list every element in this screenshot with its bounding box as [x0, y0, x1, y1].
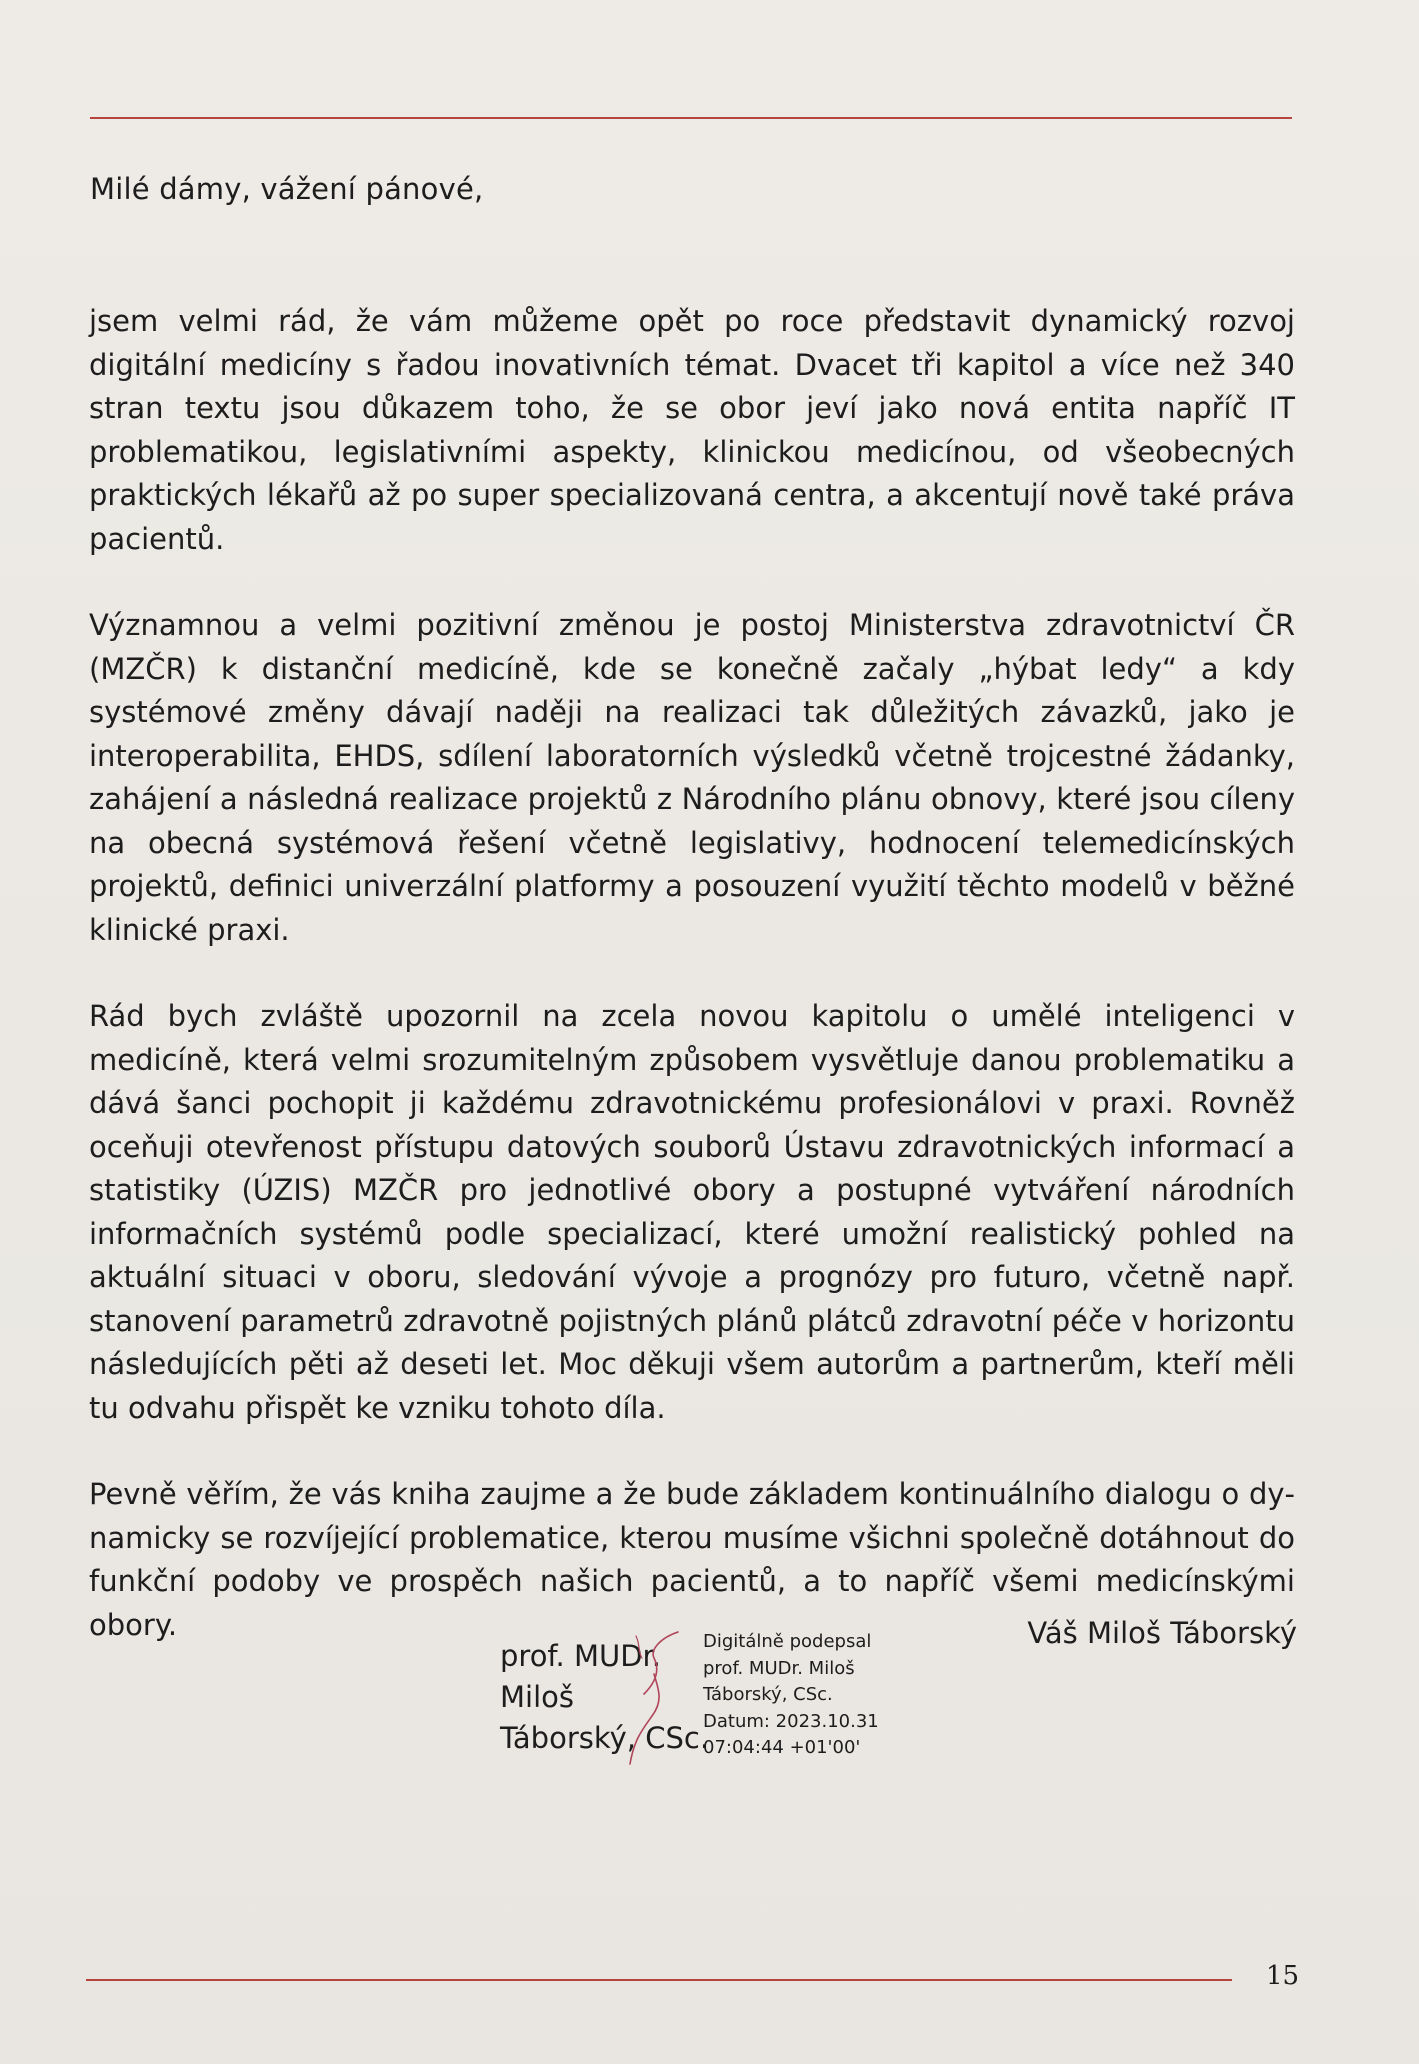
page-number: 15: [1266, 1961, 1300, 1991]
signature-name-line: Miloš: [500, 1680, 574, 1714]
signature-detail-line: 07:04:44 +01'00': [703, 1737, 861, 1758]
signature-name-line: prof. MUDr.: [500, 1639, 662, 1673]
signature-detail-line: prof. MUDr. Miloš: [703, 1657, 855, 1679]
signature-detail-line: Digitálně podepsal: [703, 1631, 872, 1652]
signature-detail-line: Datum: 2023.10.31: [703, 1710, 879, 1732]
salutation: Milé dámy, vážení pánové,: [90, 172, 484, 206]
paragraph-3: Rád bych zvláště upozornil na zcela novou kapitolu o umělé inteligenci v medicíně, která velmi srozumitelným způsobem vysvětluje danou problematiku a dává šanci pochopit ji každému zdravotnickému profesionálovi v praxi. Rovněž oceňuji otevřenost přístupu datových souborů Ústavu zdravotnických informací a statistiky (ÚZIS) MZČR pro jednotlivé obory a postupné vytváření národních informačních systémů podle specializací, které umožní realistický pohled na aktuální situaci v oboru, sledování vývoje a prognózy pro futuro, včetně např. stanovení parametrů zdravotně pojistných plánů plátců zdravotní péče v horizontu následujících pěti až deseti let. Moc děkuji všem autorům a partnerům, kteří měli tu odvahu přispět ke vzniku tohoto díla.: [89, 999, 1295, 1425]
signature-detail-line: Táborský, CSc.: [703, 1684, 833, 1705]
letter-body: [89, 300, 1295, 1690]
top-rule: [90, 117, 1292, 119]
digital-signature-details: [703, 1629, 879, 1762]
signoff: Váš Miloš Táborský: [1027, 1616, 1297, 1650]
signature-mark-icon: [620, 1628, 690, 1768]
bottom-rule: [86, 1979, 1232, 1981]
paragraph-2: Významnou a velmi pozitivní změnou je postoj Ministerstva zdravotnictví ČR (MZČR) k distanční medicíně, kde se konečně začaly „hýbat ledy“ a kdy systémové změny dávají naději na realizaci tak důležitých závazků, jako je interoperabilita, EHDS, sdílení laboratorních výsledků včetně trojcestné žádanky, zahájení a následná realizace projektů z Národního plánu obnovy, které jsou cíleny na obecná systémová řešení včetně legislativy, hodnocení telemedicínských projektů, definici univerzální platformy a posouzení využití těchto modelů v běžné klinické praxi.: [89, 608, 1295, 947]
paragraph-4: Pevně věřím, že vás kniha zaujme a že bude základem kontinuálního dialogu o dynamicky se rozvíjející problematice, kterou musíme všichni společně dotáhnout do funkční podoby ve prospěch našich pacientů, a to napříč všemi medicínskými obory.: [89, 1477, 1295, 1642]
paragraph-1: jsem velmi rád, že vám můžeme opět po roce představit dynamický rozvoj digitální medicíny s řadou inovativních témat. Dvacet tři kapitol a více než 340 stran textu jsou důkazem toho, že se obor jeví jako nová entita napříč IT problematikou, legislativními aspekty, klinickou medicínou, od všeobecných praktických lékařů až po super specializovaná centra, a akcentují nově také práva pacientů.: [89, 304, 1295, 556]
signature-name-line: Táborský, CSc.: [500, 1721, 710, 1755]
